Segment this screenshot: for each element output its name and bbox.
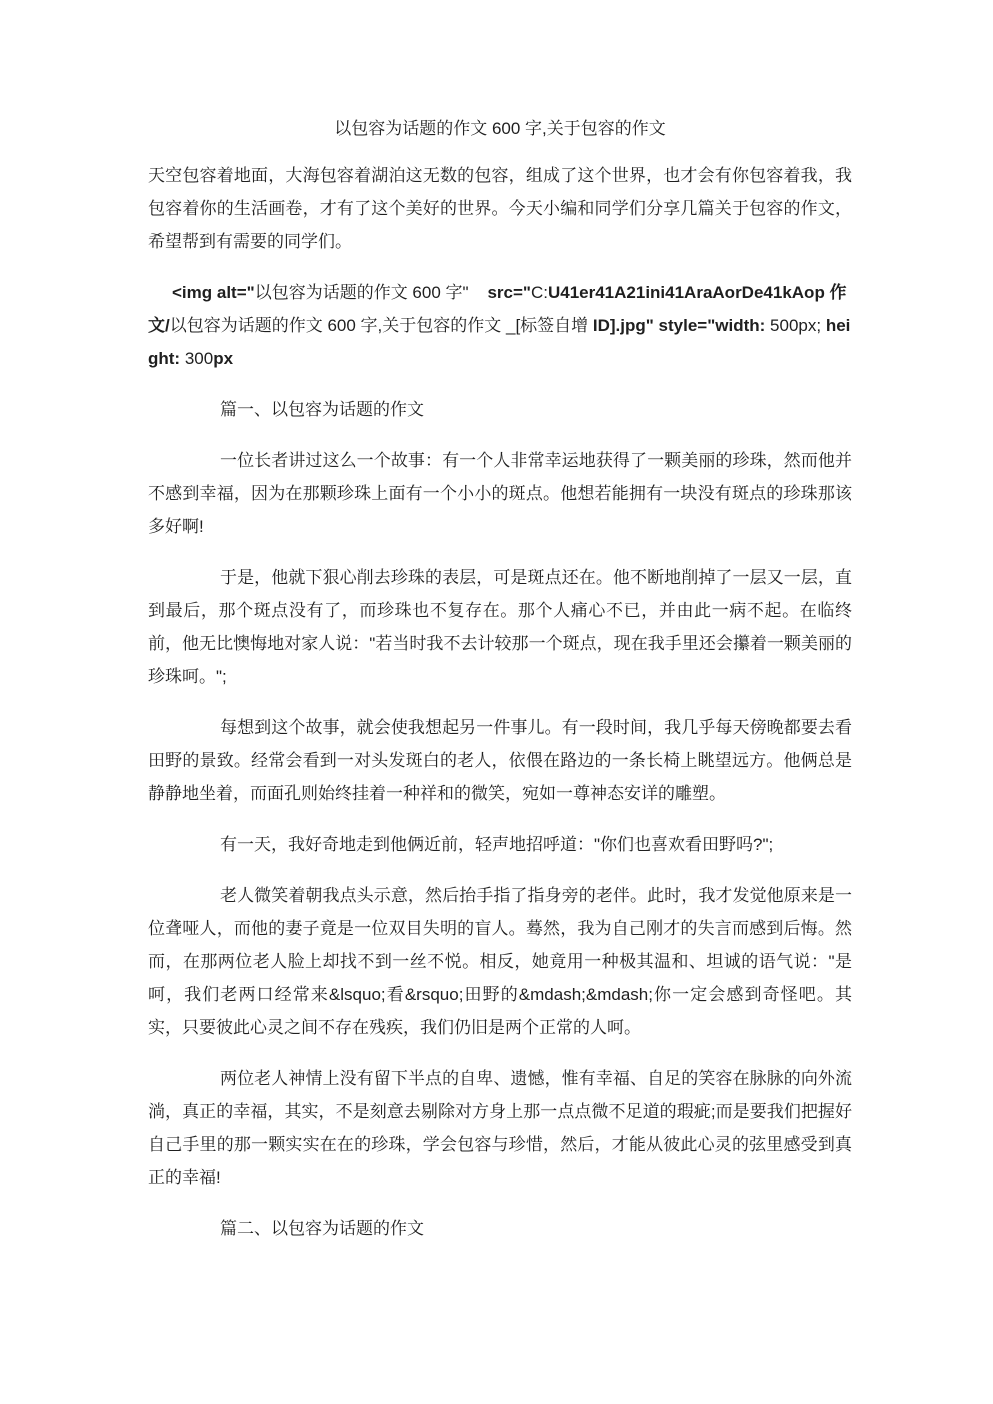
- section1-paragraph-6: 两位老人神情上没有留下半点的自卑、遗憾，惟有幸福、自足的笑容在脉脉的向外流淌，真正的幸福，其实，不是刻意去剔除对方身上那一点点微不足道的瑕疵;而是要我们把握好自己手里的那一颗实实在在的珍珠，学会包容与珍惜，然后，才能从彼此心灵的弦里感受到真正的幸福!: [148, 1069, 852, 1187]
- img-tag-segment: 500px;: [765, 316, 826, 335]
- img-tag-segment: 300: [180, 349, 214, 368]
- img-tag-segment: src=": [487, 283, 531, 302]
- document-title: 以包容为话题的作文 600 字,关于包容的作文: [334, 119, 666, 138]
- img-tag-segment: U41er41A21ini41AraAorDe41kAop 作文/: [148, 283, 847, 335]
- section1-paragraph-3: 每想到这个故事，就会使我想起另一件事儿。有一段时间，我几乎每天傍晚都要去看田野的景致。经常会看到一对头发斑白的老人，依偎在路边的一条长椅上眺望远方。他俩总是静静地坐着，而面孔则始终挂着一种祥和的微笑，宛如一尊神态安详的雕塑。: [148, 718, 852, 803]
- img-tag-segment: px: [213, 349, 234, 368]
- section1-paragraph-5: 老人微笑着朝我点头示意，然后抬手指了指身旁的老伴。此时，我才发觉他原来是一位聋哑人，而他的妻子竟是一位双目失明的盲人。蓦然，我为自己刚才的失言而感到后悔。然而，在那两位老人脸上却找不到一丝不悦。相反，她竟用一种极其温和、坦诚的语气说："是呵，我们老两口经常来&lsquo;看&rsquo;田野的&mdash;&mdash;你一定会感到奇怪吧。其实，只要彼此心灵之间不存在残疾，我们仍旧是两个正常的人呵。: [148, 886, 852, 1037]
- img-tag-segment: C:: [530, 283, 548, 302]
- img-tag-paragraph: [148, 276, 852, 375]
- img-tag-segment: <img alt=": [172, 283, 255, 302]
- section1-paragraph-2: 于是，他就下狠心削去珍珠的表层，可是斑点还在。他不断地削掉了一层又一层，直到最后，那个斑点没有了，而珍珠也不复存在。那个人痛心不已，并由此一病不起。在临终前，他无比懊悔地对家人说："若当时我不去计较那一个斑点，现在我手里还会攥着一颗美丽的珍珠呵。";: [148, 568, 852, 686]
- section1-paragraph-4: 有一天，我好奇地走到他俩近前，轻声地招呼道："你们也喜欢看田野吗?";: [220, 835, 774, 854]
- img-tag-segment: height:: [148, 316, 851, 368]
- section2-heading: 篇二、以包容为话题的作文: [220, 1219, 424, 1238]
- img-tag-segment: ID].jpg" style="width:: [592, 316, 766, 335]
- img-tag-segment: 以包容为话题的作文 600 字,关于包容的作文 _[标签自增: [169, 316, 593, 335]
- section1-paragraph-1: 一位长者讲过这么一个故事：有一个人非常幸运地获得了一颗美丽的珍珠，然而他并不感到幸福，因为在那颗珍珠上面有一个小小的斑点。他想若能拥有一块没有斑点的珍珠那该多好啊!: [148, 451, 852, 536]
- img-tag-segment: 以包容为话题的作文 600 字": [254, 283, 488, 302]
- section1-heading: 篇一、以包容为话题的作文: [220, 400, 424, 419]
- intro-paragraph: 天空包容着地面，大海包容着湖泊这无数的包容，组成了这个世界，也才会有你包容着我，我包容着你的生活画卷，才有了这个美好的世界。今天小编和同学们分享几篇关于包容的作文，希望帮到有需要的同学们。: [148, 166, 852, 251]
